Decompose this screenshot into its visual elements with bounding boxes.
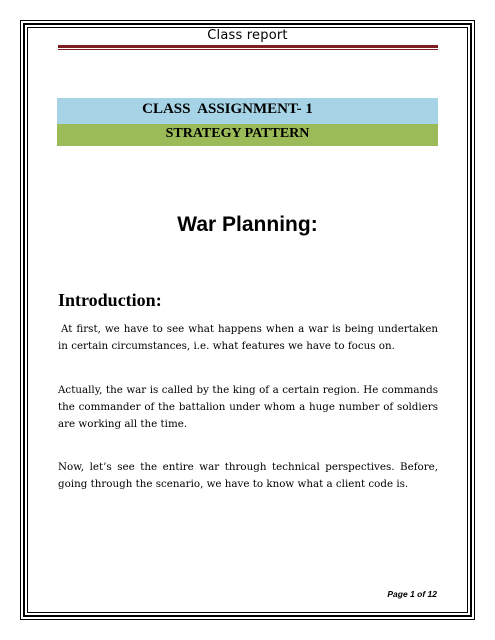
section-heading: Introduction: xyxy=(58,290,162,310)
main-heading: War Planning: xyxy=(177,213,318,236)
paragraph-2: Actually, the war is called by the king of a certain region. He commands the commander of the battalion under whom a huge number of soldiers are working all the time. xyxy=(58,384,438,430)
paragraph-3: Now, let’s see the entire war through technical perspectives. Before, going through the scenario, we have to know what a client code is. xyxy=(58,461,438,490)
assignment-title: CLASS ASSIGNMENT- 1 xyxy=(142,101,313,117)
header-rule-thin xyxy=(58,49,438,50)
page-number: Page 1 of 12 xyxy=(387,589,437,599)
pattern-title: STRATEGY PATTERN xyxy=(165,126,310,141)
header-title: Class report xyxy=(207,28,288,43)
header-rule-thick xyxy=(58,45,438,48)
paragraph-1: At first, we have to see what happens when a war is being undertaken in certain circumstances, i.e. what features we have to focus on. xyxy=(58,323,438,352)
